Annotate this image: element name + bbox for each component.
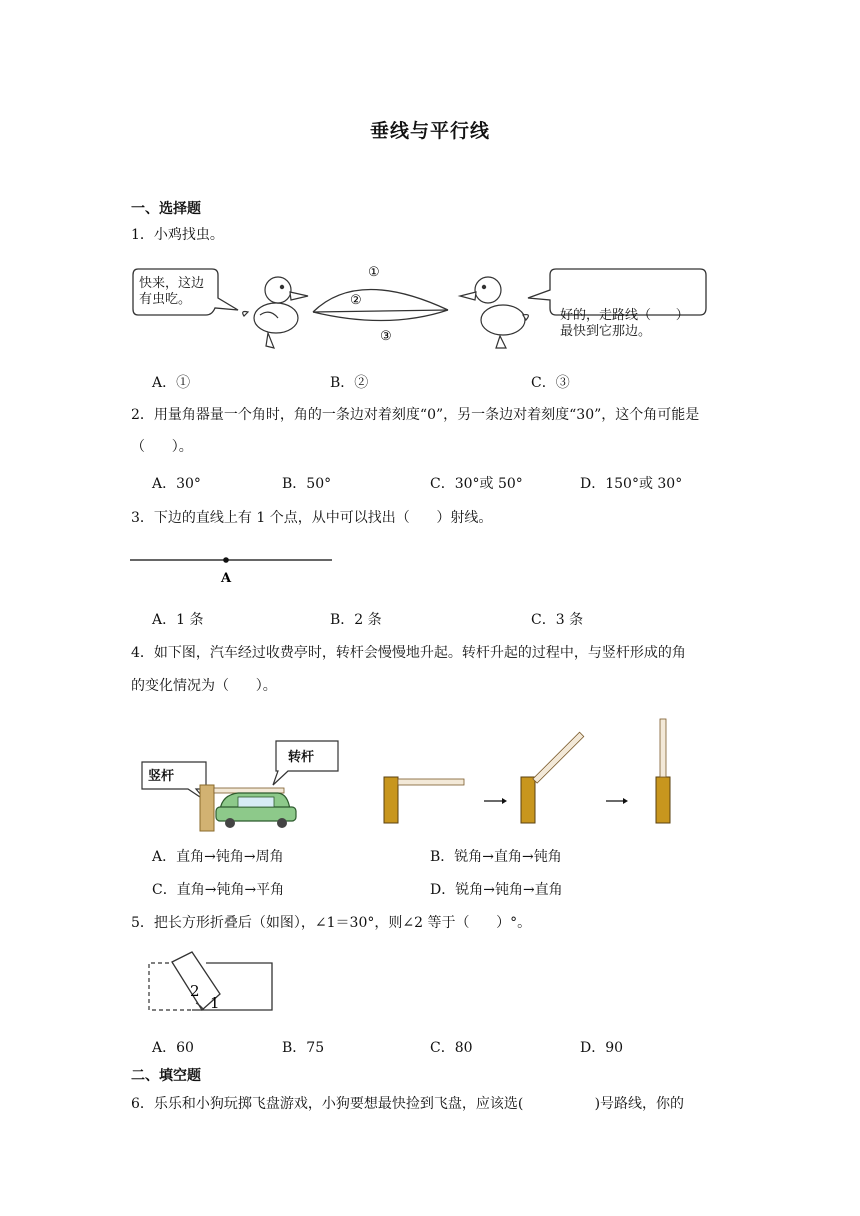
speech-bubble-right-text: 好的，走路线（ ） 最快到它那边。 [560,308,689,339]
question-6-text: 6．乐乐和小狗玩掷飞盘游戏，小狗要想最快捡到飞盘，应该选( )号路线，你的 [131,1096,685,1112]
duck-left-icon [243,277,308,348]
q4-option-c[interactable]: C．直角→钝角→平角 [152,882,285,898]
route-label-3: ③ [380,329,392,344]
q5-option-c[interactable]: C．80 [430,1040,473,1056]
gate-post-2 [521,777,535,823]
gate-arm-1 [398,779,464,785]
q5-option-d[interactable]: D．90 [580,1040,624,1056]
arrow-right-icon-1 [484,798,507,804]
angle-label-2: 2 [190,982,200,1000]
question-3-text: 3．下边的直线上有 1 个点，从中可以找出（ ）射线。 [131,510,493,526]
q4-option-d[interactable]: D．锐角→钝角→直角 [430,882,563,898]
question-1-text: 1．小鸡找虫。 [131,227,224,243]
gate-post-1 [384,777,398,823]
point-a-marker [223,557,229,563]
section-heading-choice: 一、选择题 [131,201,201,217]
q3-option-a[interactable]: A．1 条 [152,612,204,628]
question-4-text-line2: 的变化情况为（ ）。 [131,678,277,694]
q3-option-b[interactable]: B．2 条 [330,612,382,628]
route-label-1: ① [368,265,380,280]
route-shape [313,289,448,320]
section-heading-fill: 二、填空题 [131,1068,201,1084]
q1-option-a[interactable]: A．① [152,375,191,391]
label-vertical-post: 竖杆 [148,769,175,784]
q1-option-c[interactable]: C．③ [531,375,570,391]
label-rotating-bar: 转杆 [288,750,315,765]
q2-option-d[interactable]: D．150°或 30° [580,476,683,492]
q4-option-a[interactable]: A．直角→钝角→周角 [152,849,284,865]
q2-option-c[interactable]: C．30°或 50° [430,476,523,492]
q5-option-a[interactable]: A．60 [152,1040,194,1056]
q3-option-c[interactable]: C．3 条 [531,612,584,628]
gate-arm-2 [533,732,584,783]
page-title: 垂线与平行线 [369,120,490,142]
arrow-right-icon-2 [606,798,628,804]
question-4-figure [138,715,678,835]
question-2-text-line2: （ ）。 [131,439,193,455]
question-3-line-figure [128,552,338,587]
route-label-2: ② [350,293,362,308]
gate-post-3 [656,777,670,823]
angle-label-1: 1 [210,994,220,1012]
q2-option-b[interactable]: B．50° [282,476,332,492]
point-a-label: A [221,571,232,586]
gate-arm-3 [660,719,666,777]
q1-option-b[interactable]: B．② [330,375,369,391]
q4-option-b[interactable]: B．锐角→直角→钝角 [430,849,562,865]
q5-option-b[interactable]: B．75 [282,1040,325,1056]
question-5-figure [146,950,276,1014]
question-2-text-line1: 2．用量角器量一个角时，角的一条边对着刻度“0”，另一条边对着刻度“30”，这个角可能是 [131,407,700,423]
speech-bubble-left-text: 快来，这边 有虫吃。 [139,276,205,307]
car-icon [216,793,296,828]
q2-option-a[interactable]: A．30° [152,476,201,492]
question-4-text-line1: 4．如下图，汽车经过收费亭时，转杆会慢慢地升起。转杆升起的过程中，与竖杆形成的角 [131,645,686,661]
duck-right-icon [460,277,528,348]
vertical-post [200,785,214,831]
barrier-arm [214,788,284,793]
question-5-text: 5．把长方形折叠后（如图），∠1＝30°，则∠2 等于（ ）°。 [131,915,532,931]
